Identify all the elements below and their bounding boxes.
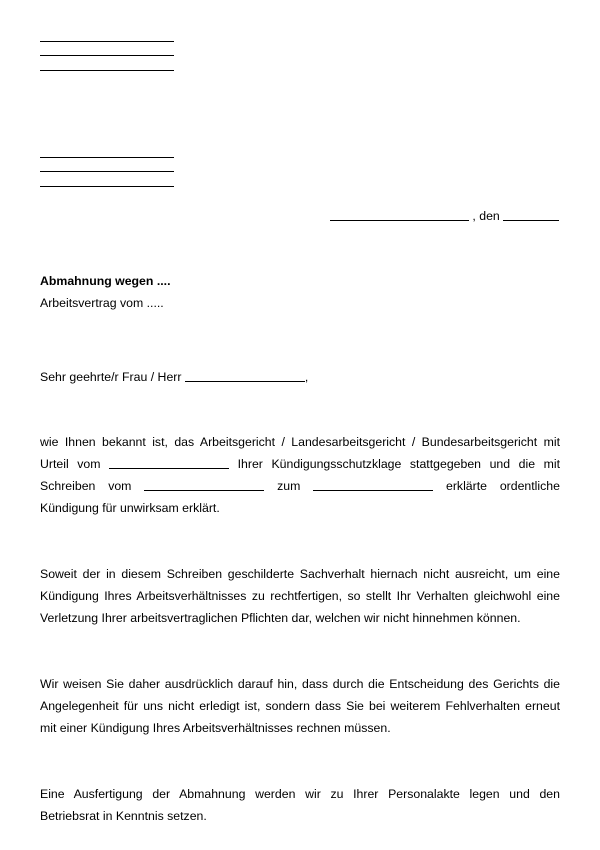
termination-date-blank	[313, 478, 433, 491]
p1-line-4: Kündigung für unwirksam erklärt.	[40, 501, 220, 515]
p1-line-3	[40, 475, 560, 497]
sender-line-2	[40, 55, 174, 56]
p1-line-2-rest: Ihrer Kündigungsschutzklage stattgegeben und die mit	[237, 457, 560, 471]
p4-line-1: Eine Ausfertigung der Abmahnung werden wir zu Ihrer Personalakte legen und den	[40, 787, 560, 801]
date-blank	[503, 208, 559, 221]
date-separator: , den	[472, 209, 500, 223]
p2-line-1: Soweit der in diesem Schreiben geschilderte Sachverhalt hiernach nicht ausreicht, um eine	[40, 567, 560, 581]
p1-schreiben-label: Schreiben vom	[40, 479, 132, 493]
salutation-text: Sehr geehrte/r Frau / Herr	[40, 370, 182, 384]
letter-date-blank	[144, 478, 264, 491]
p1-urteil-label: Urteil vom	[40, 457, 101, 471]
place-date-line	[330, 207, 561, 225]
salutation-line	[40, 366, 560, 388]
recipient-line-1	[40, 157, 174, 158]
p1-line-3-rest: erklärte ordentliche	[445, 479, 560, 493]
p2-line-3: Verletzung Ihrer arbeitsvertraglichen Pflichten dar, welchen wir nicht hinnehmen können.	[40, 611, 521, 625]
recipient-line-2	[40, 171, 174, 172]
sender-line-3	[40, 70, 174, 71]
judgment-date-blank	[109, 456, 229, 469]
sender-line-1	[40, 41, 174, 42]
p3-line-2: Angelegenheit für uns nicht erledigt ist, sondern dass Sie bei weiterem Fehlverhalten erneut	[40, 699, 560, 713]
place-blank	[330, 208, 469, 221]
p1-line-2	[40, 453, 560, 475]
reference-line: Arbeitsvertrag vom .....	[40, 296, 164, 310]
p2-line-2: Kündigung Ihres Arbeitsverhältnisses zu rechtfertigen, so stellt Ihr Verhalten gleichwohl eine	[40, 589, 560, 603]
salutation-name-blank	[185, 369, 305, 382]
recipient-line-3	[40, 186, 174, 187]
p3-line-1: Wir weisen Sie daher ausdrücklich darauf hin, dass durch die Entscheidung des Gerichts die	[40, 677, 560, 691]
p3-line-3: mit einer Kündigung Ihres Arbeitsverhältnisses rechnen müssen.	[40, 721, 391, 735]
salutation-comma: ,	[304, 370, 309, 384]
p1-line-1: wie Ihnen bekannt ist, das Arbeitsgericht / Landesarbeitsgericht / Bundesarbeitsgericht mit	[40, 435, 560, 449]
p4-line-2: Betriebsrat in Kenntnis setzen.	[40, 809, 207, 823]
subject-line: Abmahnung wegen ....	[40, 274, 171, 288]
p1-zum-label: zum	[277, 479, 301, 493]
